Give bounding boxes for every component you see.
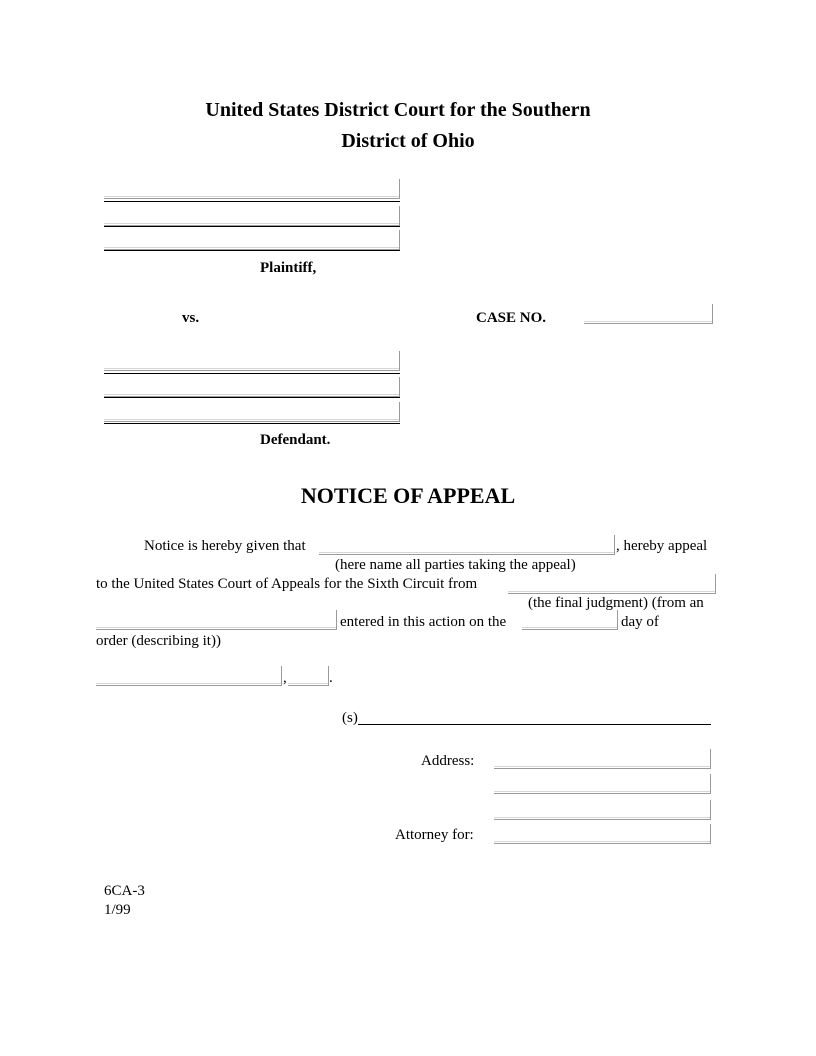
defendant-rule-2	[104, 397, 400, 398]
entry-year-field[interactable]	[288, 666, 329, 686]
notice-line6: order (describing it))	[96, 633, 221, 649]
signature-line[interactable]	[358, 724, 711, 725]
plaintiff-field-3[interactable]	[104, 230, 400, 250]
judgment-field[interactable]	[508, 574, 716, 594]
defendant-field-1[interactable]	[104, 351, 400, 371]
plaintiff-label: Plaintiff,	[260, 260, 317, 276]
notice-line1-start: Notice is hereby given that	[144, 538, 306, 554]
defendant-label: Defendant.	[260, 432, 331, 448]
case-no-label: CASE NO.	[476, 310, 547, 326]
signature-label: (s)	[342, 710, 358, 726]
order-description-field[interactable]	[96, 610, 337, 630]
defendant-rule-1	[104, 373, 400, 374]
notice-line1-end: , hereby appeal	[616, 538, 708, 554]
court-title-line1: United States District Court for the Southern	[205, 99, 591, 121]
attorney-for-label: Attorney for:	[395, 827, 474, 843]
court-title-line2: District of Ohio	[341, 130, 475, 152]
notice-line3: to the United States Court of Appeals for the Sixth Circuit from	[96, 576, 478, 592]
entry-day-field[interactable]	[522, 610, 618, 630]
address-field-1[interactable]	[494, 749, 711, 769]
date-period: .	[329, 670, 333, 686]
plaintiff-field-2[interactable]	[104, 206, 400, 226]
form-code: 6CA-3	[104, 883, 145, 899]
form-date: 1/99	[104, 902, 131, 918]
parties-hint: (here name all parties taking the appeal)	[335, 557, 576, 573]
date-comma: ,	[283, 670, 287, 686]
notice-line5-end: day of	[621, 614, 659, 630]
plaintiff-rule-3	[104, 250, 400, 251]
notice-line5-mid: entered in this action on the	[340, 614, 507, 630]
defendant-rule-3	[104, 423, 400, 424]
case-no-field[interactable]	[584, 304, 713, 324]
attorney-for-field[interactable]	[494, 824, 711, 844]
defendant-field-2[interactable]	[104, 377, 400, 397]
plaintiff-rule-1	[104, 201, 400, 202]
notice-title: NOTICE OF APPEAL	[300, 483, 516, 508]
vs-label: vs.	[182, 310, 200, 326]
plaintiff-rule-2	[104, 226, 400, 227]
address-field-3[interactable]	[494, 800, 711, 820]
appellant-parties-field[interactable]	[319, 535, 615, 555]
entry-month-field[interactable]	[96, 666, 282, 686]
plaintiff-field-1[interactable]	[104, 179, 400, 199]
address-field-2[interactable]	[494, 774, 711, 794]
defendant-field-3[interactable]	[104, 402, 400, 422]
judgment-hint: (the final judgment) (from an	[528, 595, 704, 611]
address-label: Address:	[421, 753, 475, 769]
